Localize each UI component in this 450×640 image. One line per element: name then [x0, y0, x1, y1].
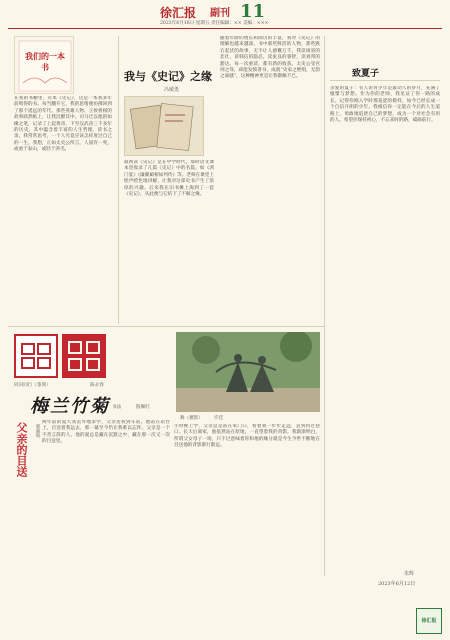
letter-signature: 朱辉	[404, 571, 415, 577]
letter-title-rule	[330, 80, 440, 81]
father-title: 父亲的目送	[15, 422, 28, 477]
section-name: 副刊	[210, 8, 230, 19]
shiji-body-right: 随着年龄的增长和阅历的丰富，我对《史记》的理解也越来越深。书中那些鲜活的人物，那些跌宕起伏的故事，无不让人感慨万千。我读项羽的悲壮，读韩信的隐忍，读张良的睿智，读刘邦的豁达。每一次重读，都有新的收获。太史公受宫刑之辱，却能发愤著书，成就“史家之绝唱，无韵之离骚”，这种精神更是让我敬佩不已。	[220, 36, 320, 80]
photo-caption: 舞（摄影）	[180, 416, 203, 421]
seal-right	[62, 334, 106, 378]
paper-badge	[416, 608, 442, 634]
page-number: 11	[240, 1, 266, 22]
shiji-title: 我与《史记》之缘	[124, 70, 212, 83]
calligraphy-script: 梅兰竹菊	[30, 396, 110, 417]
dancers-sculpture-icon	[176, 332, 320, 412]
letter-date: 2023年6月12日	[378, 581, 416, 587]
shiji-book-photo	[124, 96, 204, 156]
books-kicker: 我们的一本书	[25, 51, 65, 72]
photo-author: 许佳	[214, 416, 224, 421]
books-kicker-box	[14, 36, 74, 94]
section-divider	[8, 326, 324, 327]
letter-title: 致夏子	[352, 69, 380, 79]
seal-caption: 同向同行（篆刻）	[14, 383, 51, 388]
dateline: 2023年6月16日 星期五 责任编辑：×× 美编：×××	[160, 21, 269, 26]
book-cover-icon	[125, 97, 205, 157]
letter-body: 亲爱的夏子：有人说青少年是最动人的岁月，充满了憧憬与梦想。作为你的老师，我见证了你一路的成长。记得你刚入学时那羞涩的模样，如今已经长成一个自信开朗的少年。我相信你一定能在今后的人生道路上，勇敢地追逐自己的梦想，成为一个对社会有用的人。希望你保持初心，不忘来时的路，砥砺前行。	[330, 86, 440, 124]
header-rule	[8, 28, 442, 29]
books-body: 在我的书橱里，有本《史记》，这是一本我多年前购得的书。每当翻开它，我的思绪便仿佛回到了那个遥远的年代。那些英雄人物、王侯将相的故事跃然纸上，让我沉醉其中。司马迁以他的如椽之笔，记录了上起黄帝、下至汉武帝三千多年的历史，其中蕴含着丰富的人生哲理。读书之余，我常常思考，一个人究竟应该怎样度过自己的一生。我想，正如太史公所言，人固有一死，或重于泰山，或轻于鸿毛。	[14, 96, 112, 153]
calligraphy-author: 殷佩红	[136, 405, 150, 410]
father-body-a: 两年前的夏天我去外地求学，父亲送我到车站。他站在站台上，目送着我远去，那一幕至今仍让我难以忘怀。父亲是一个不善言辞的人，他的爱总是藏在沉默之中，藏在那一次又一次的目送里。	[42, 420, 170, 445]
seal-stamp-icon	[14, 334, 58, 378]
father-body-b: 小时候上学，父亲总是站在家门口，看着我一步步走远，直到拐过巷口。长大后离家，他依然站在原地，一直望着我的背影。我渐渐明白，所谓父女母子一场，只不过意味着你和他的缘分就是今生今世不断地在目送他的背影渐行渐远。	[174, 424, 320, 449]
badge-label: 徐汇报	[421, 618, 437, 624]
calligraphy-caption: 书法	[112, 405, 122, 410]
paper-name: 徐汇报	[160, 6, 197, 20]
dance-photo	[176, 332, 320, 412]
col-divider-2	[324, 36, 325, 576]
seal-left	[14, 334, 58, 378]
father-byline: 郭嘉锐	[35, 424, 40, 438]
seal-author: 陈永春	[90, 383, 104, 388]
shiji-body-left: 最初读《史记》是在中学时代，那时语文课本里收录了几篇《史记》中的名篇，如《鸿门宴》《廉颇蔺相如列传》等。老师在课堂上绘声绘色地讲解，让我对这部史书产生了浓厚的兴趣。后来我在旧书摊上淘到了一套《史记》，从此便与它结下了不解之缘。	[124, 160, 214, 198]
seal-stamp-icon	[62, 334, 106, 378]
shiji-byline: 冯敏勇	[164, 87, 180, 93]
col-divider-1	[118, 36, 119, 324]
